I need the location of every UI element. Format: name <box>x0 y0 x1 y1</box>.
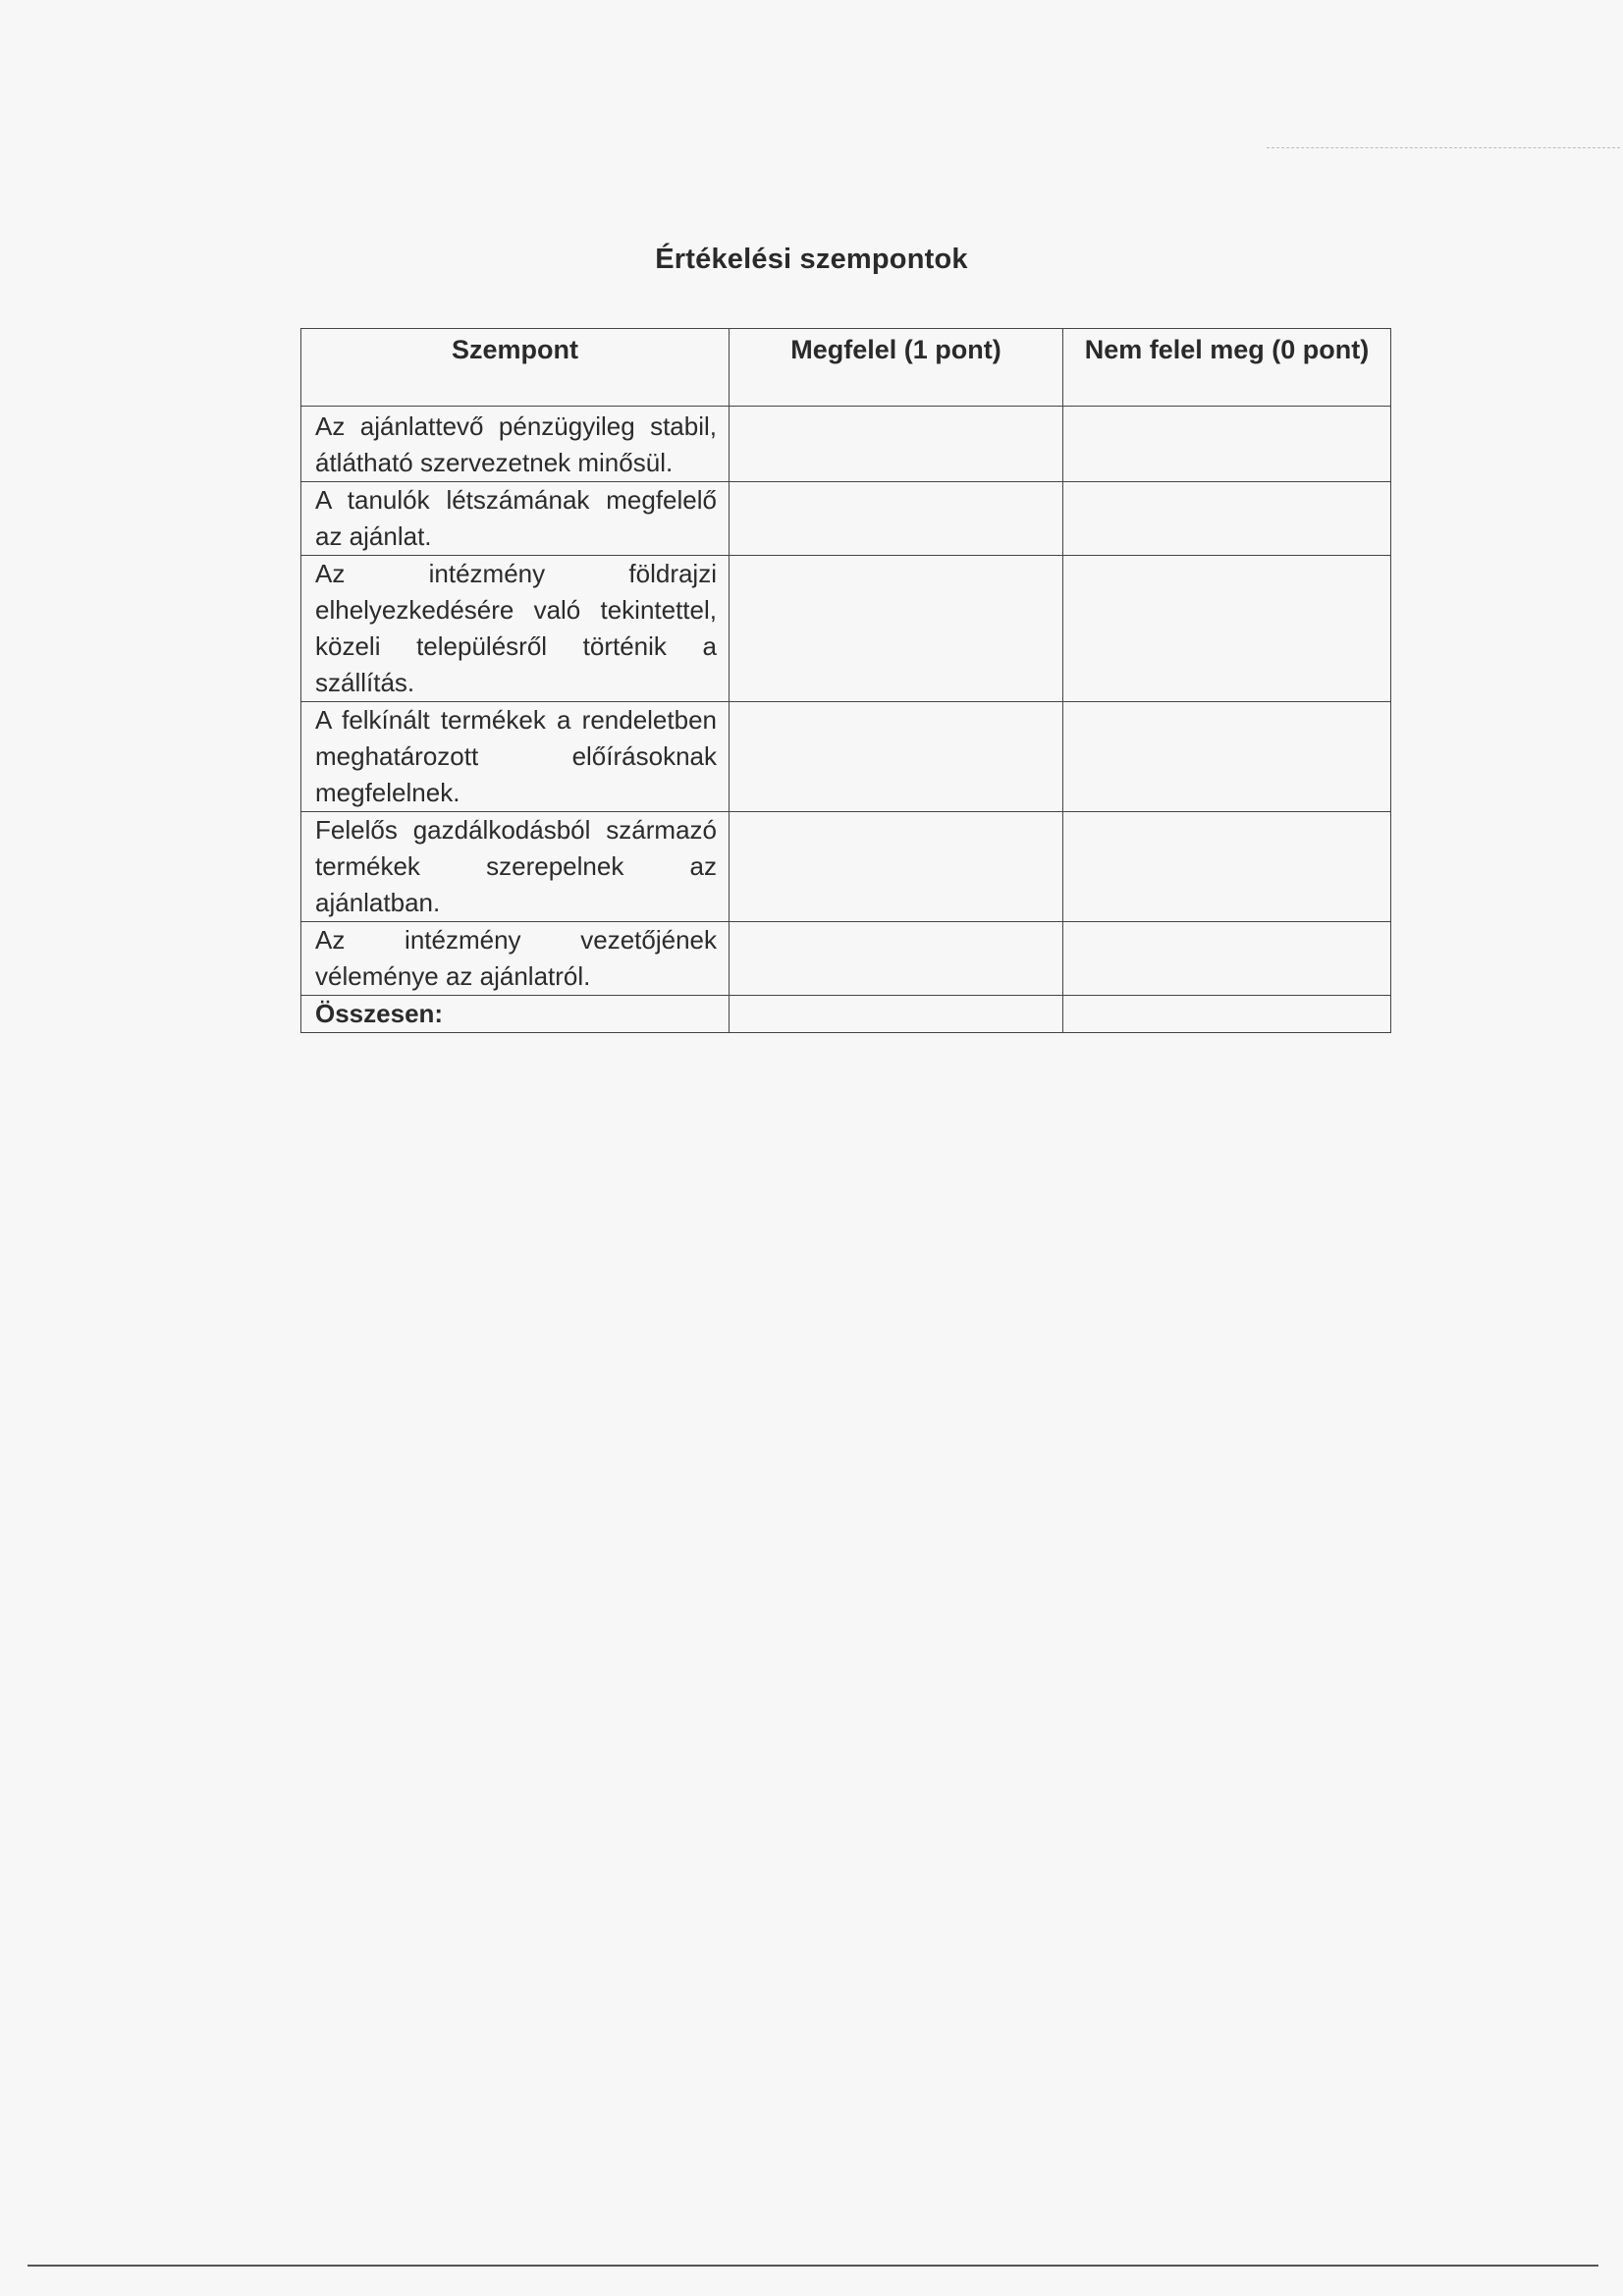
criterion-text: A felkínált termékek a rendeletben meghatározott előírásoknak megfelelnek. <box>315 705 717 807</box>
meets-cell[interactable] <box>730 556 1063 702</box>
table-row <box>301 702 1391 812</box>
criterion-cell <box>301 702 730 812</box>
table-row <box>301 922 1391 996</box>
criterion-text: A tanulók létszámának megfelelő az ajánlat. <box>315 485 717 551</box>
criterion-text: Az intézmény földrajzi elhelyezkedésére való tekintettel, közeli településről történik a szállítás. <box>315 559 717 697</box>
total-label-cell <box>301 996 730 1033</box>
meets-cell[interactable] <box>730 407 1063 482</box>
criterion-text: Felelős gazdálkodásból származó termékek szerepelnek az ajánlatban. <box>315 815 717 917</box>
meets-cell[interactable] <box>730 482 1063 556</box>
column-header-criterion: Szempont <box>301 329 730 407</box>
column-header-not-meets: Nem felel meg (0 pont) <box>1063 329 1391 407</box>
not-meets-cell[interactable] <box>1063 702 1391 812</box>
meets-cell[interactable] <box>730 922 1063 996</box>
criterion-cell <box>301 812 730 922</box>
criterion-cell <box>301 556 730 702</box>
criterion-cell <box>301 922 730 996</box>
total-row <box>301 996 1391 1033</box>
criterion-text: Az ajánlattevő pénzügyileg stabil, átlátható szervezetnek minősül. <box>315 411 717 477</box>
total-label: Összesen: <box>315 999 444 1028</box>
not-meets-cell[interactable] <box>1063 556 1391 702</box>
not-meets-cell[interactable] <box>1063 922 1391 996</box>
meets-cell[interactable] <box>730 812 1063 922</box>
meets-cell[interactable] <box>730 702 1063 812</box>
criterion-cell <box>301 482 730 556</box>
table-row <box>301 482 1391 556</box>
column-header-meets: Megfelel (1 pont) <box>730 329 1063 407</box>
table-row <box>301 812 1391 922</box>
not-meets-cell[interactable] <box>1063 812 1391 922</box>
table-row <box>301 556 1391 702</box>
table-row <box>301 407 1391 482</box>
total-not-meets-cell[interactable] <box>1063 996 1391 1033</box>
criterion-cell <box>301 407 730 482</box>
evaluation-criteria-table <box>300 328 1391 1033</box>
page-title: Értékelési szempontok <box>655 244 968 275</box>
total-meets-cell[interactable] <box>730 996 1063 1033</box>
criterion-text: Az intézmény vezetőjének véleménye az ajánlatról. <box>315 925 717 991</box>
not-meets-cell[interactable] <box>1063 407 1391 482</box>
not-meets-cell[interactable] <box>1063 482 1391 556</box>
scan-artifact-line <box>1267 147 1620 149</box>
table-header-row <box>301 329 1391 407</box>
bottom-rule-divider <box>27 2265 1598 2267</box>
